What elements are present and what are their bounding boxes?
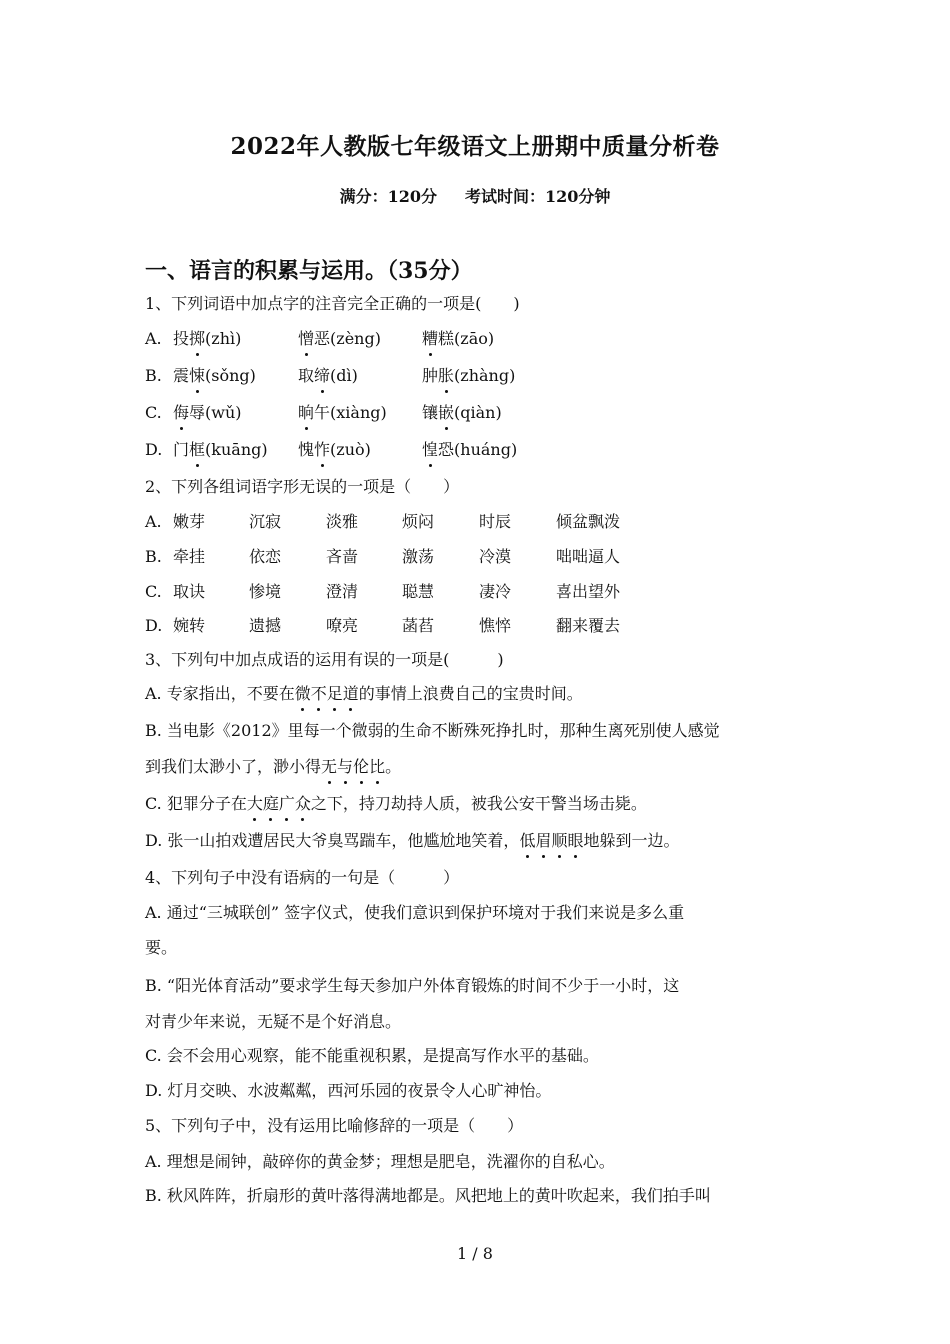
dotted-char: 憎 <box>298 327 314 351</box>
dotted-char: 大 <box>247 792 263 816</box>
dotted-char: 比 <box>369 755 385 779</box>
dotted-char: 广 <box>279 792 295 816</box>
q1-word <box>298 364 358 388</box>
q2-word: 憔悴 <box>479 616 512 635</box>
q1-word <box>422 364 515 388</box>
q2-word: 聪慧 <box>402 582 435 601</box>
dotted-char: 无 <box>321 755 337 779</box>
option-post: 的事情上浪费自己的宝贵时间。 <box>358 684 583 703</box>
q2-word: 倾盆飘泼 <box>556 512 621 531</box>
dotted-idiom <box>247 794 311 813</box>
q4-option-a-line1: A. 通过“三城联创” 签字仪式，使我们意识到保护环境对于我们来说是多么重 <box>145 903 685 922</box>
dotted-char: 顺 <box>551 829 567 853</box>
q4-stem: 4、下列句子中没有语病的一句是（ ） <box>145 868 460 887</box>
q1-word <box>298 438 371 462</box>
q4-option-b-line2: 对青少年来说，无疑不是个好消息。 <box>145 1012 402 1031</box>
word-pinyin: 恶(zèng) <box>314 329 381 348</box>
q2-word: 时辰 <box>479 512 512 531</box>
q2-word: 喜出望外 <box>556 582 621 601</box>
section-heading: 一、语言的积累与运用。（35分） <box>145 258 473 284</box>
dotted-char: 胀 <box>438 364 454 388</box>
dotted-char: 糟 <box>422 327 438 351</box>
word-pinyin: (dì) <box>330 366 358 385</box>
dotted-char: 不 <box>311 682 327 706</box>
q2-word: 澄清 <box>326 582 359 601</box>
word-pre: 门 <box>173 440 190 459</box>
page-title: 2022年人教版七年级语文上册期中质量分析卷 <box>230 133 720 160</box>
q2-option-label: B. <box>145 547 162 566</box>
q2-word: 嫩芽 <box>173 512 206 531</box>
full-score: 满分：120分 <box>339 187 437 206</box>
dotted-char: 眉 <box>535 829 551 853</box>
q1-word <box>298 327 381 351</box>
q2-word: 依恋 <box>249 547 282 566</box>
option-pre: A. 专家指出，不要在 <box>145 684 295 703</box>
word-pinyin: (zhì) <box>205 329 242 348</box>
dotted-idiom <box>321 757 385 776</box>
q2-option-label: C. <box>145 582 162 601</box>
q2-word: 吝啬 <box>326 547 359 566</box>
exam-time: 考试时间：120分钟 <box>465 187 611 206</box>
dotted-char: 伦 <box>353 755 369 779</box>
option-post: 。 <box>385 757 402 776</box>
q1-word <box>422 438 517 462</box>
q1-word <box>422 401 502 425</box>
q5-option-a: A. 理想是闹钟，敲碎你的黄金梦；理想是肥皂，洗濯你的自私心。 <box>145 1152 615 1171</box>
q4-option-d: D. 灯月交映、水波粼粼，西河乐园的夜景令人心旷神怡。 <box>145 1081 552 1100</box>
dotted-char: 众 <box>295 792 311 816</box>
dotted-char: 晌 <box>298 401 314 425</box>
q1-option-label: A. <box>145 329 162 348</box>
dotted-char: 道 <box>343 682 359 706</box>
q2-word: 嘹亮 <box>326 616 359 635</box>
q2-option-label: D. <box>145 616 163 635</box>
option-post: 地躲到一边。 <box>583 831 680 850</box>
dotted-idiom <box>519 831 583 850</box>
word-pinyin: 辱(wǔ) <box>189 403 242 422</box>
q3-option-b-line1: B. 当电影《2012》里每一个微弱的生命不断殊死挣扎时，那种生离死别使人感觉 <box>145 721 720 740</box>
word-pinyin: (sǒng) <box>205 366 256 385</box>
dotted-char: 庭 <box>263 792 279 816</box>
dotted-char: 怍 <box>314 438 330 462</box>
q1-word <box>173 438 268 462</box>
dotted-char: 悚 <box>189 364 205 388</box>
q2-word: 婉转 <box>173 616 206 635</box>
q2-word: 烦闷 <box>402 512 435 531</box>
word-pre: 投 <box>173 329 190 348</box>
q2-stem: 2、下列各组词语字形无误的一项是（ ） <box>145 477 460 496</box>
dotted-char: 惶 <box>422 438 438 462</box>
q2-word: 翻来覆去 <box>556 616 621 635</box>
word-pinyin: (zuò) <box>330 440 371 459</box>
q2-word: 牵挂 <box>173 547 206 566</box>
dotted-char: 低 <box>519 829 535 853</box>
option-pre: 到我们太渺小了，渺小得 <box>145 757 322 776</box>
q4-option-a-line2: 要。 <box>145 938 178 957</box>
word-pre: 愧 <box>298 440 315 459</box>
q2-word: 凄冷 <box>479 582 512 601</box>
dotted-char: 框 <box>189 438 205 462</box>
word-pinyin: 恐(huáng) <box>438 440 518 459</box>
word-pre: 肿 <box>422 366 439 385</box>
word-pinyin: 糕(zāo) <box>438 329 495 348</box>
dotted-char: 掷 <box>189 327 205 351</box>
q3-option-c <box>145 792 647 816</box>
dotted-char: 眼 <box>567 829 583 853</box>
word-pre: 震 <box>173 366 190 385</box>
q4-option-c: C. 会不会用心观察，能不能重视积累，是提高写作水平的基础。 <box>145 1046 599 1065</box>
q2-word: 冷漠 <box>479 547 512 566</box>
q1-word <box>173 327 241 351</box>
dotted-char: 与 <box>337 755 353 779</box>
word-pinyin: (qiàn) <box>454 403 502 422</box>
dotted-char: 足 <box>327 682 343 706</box>
page-number: 1 / 8 <box>457 1244 493 1263</box>
q2-word: 咄咄逼人 <box>556 547 621 566</box>
q2-option-label: A. <box>145 512 162 531</box>
q3-option-a <box>145 682 583 706</box>
exam-info <box>0 184 950 207</box>
option-post: 之下，持刀劫持人质，被我公安干警当场击毙。 <box>310 794 647 813</box>
q2-word: 沉寂 <box>249 512 282 531</box>
q1-option-label: C. <box>145 403 162 422</box>
q1-word <box>298 401 387 425</box>
dotted-char: 缔 <box>314 364 330 388</box>
q1-word <box>422 327 494 351</box>
q4-option-b-line1: B. “阳光体育活动”要求学生每天参加户外体育锻炼的时间不少于一小时，这 <box>145 976 680 995</box>
dotted-char: 微 <box>295 682 311 706</box>
q1-stem: 1、下列词语中加点字的注音完全正确的一项是( ) <box>145 294 520 313</box>
q1-option-label: D. <box>145 440 163 459</box>
q2-word: 淡雅 <box>326 512 359 531</box>
q2-word: 遗撼 <box>249 616 282 635</box>
dotted-idiom <box>295 684 359 703</box>
option-pre: D. 张一山拍戏遭居民大爷臭骂踹车，他尴尬地笑着， <box>145 831 520 850</box>
q3-option-d <box>145 829 680 853</box>
q3-option-b-line2 <box>145 755 401 779</box>
option-pre: C. 犯罪分子在 <box>145 794 247 813</box>
dotted-char: 侮 <box>173 401 189 425</box>
word-pre: 取 <box>298 366 315 385</box>
word-pinyin: (kuāng) <box>205 440 268 459</box>
word-pre: 镶 <box>422 403 439 422</box>
q3-stem: 3、下列句中加点成语的运用有误的一项是( ) <box>145 650 504 669</box>
q2-word: 惨境 <box>249 582 282 601</box>
word-pinyin: 午(xiàng) <box>314 403 387 422</box>
q1-option-label: B. <box>145 366 162 385</box>
q2-word: 取诀 <box>173 582 206 601</box>
word-pinyin: (zhàng) <box>454 366 516 385</box>
q2-word: 菡萏 <box>402 616 435 635</box>
q5-stem: 5、下列句子中，没有运用比喻修辞的一项是（ ） <box>145 1116 524 1135</box>
q1-word <box>173 364 256 388</box>
q2-word: 激荡 <box>402 547 435 566</box>
dotted-char: 嵌 <box>438 401 454 425</box>
q5-option-b-line1: B. 秋风阵阵，折扇形的黄叶落得满地都是。风把地上的黄叶吹起来，我们拍手叫 <box>145 1186 711 1205</box>
q1-word <box>173 401 242 425</box>
